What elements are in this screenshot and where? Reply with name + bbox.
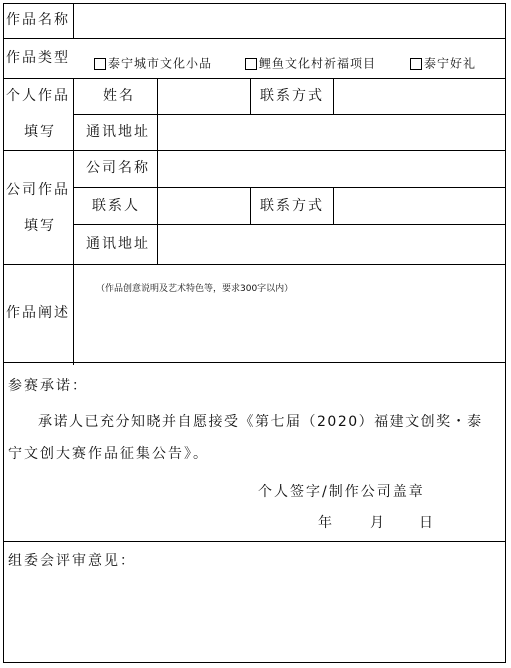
work-title-label: 作品名称 [6, 12, 70, 28]
personal-name-field[interactable] [159, 80, 248, 113]
company-section-label-2: 填写 [24, 218, 56, 234]
date-day-label: 日 [419, 515, 435, 531]
col-divider [73, 3, 74, 39]
type-option-city-culture[interactable]: 泰宁城市文化小品 [94, 56, 212, 71]
work-type-label: 作品类型 [6, 50, 70, 66]
type-option-taining-gift[interactable]: 泰宁好礼 [410, 56, 476, 71]
company-address-label: 通讯地址 [86, 236, 150, 252]
description-hint: （作品创意说明及艺术特色等，要求300字以内） [96, 284, 294, 294]
row-divider [3, 78, 506, 79]
row-divider [73, 114, 506, 115]
row-divider [3, 38, 506, 39]
checkbox-icon[interactable] [410, 58, 422, 70]
company-name-field[interactable] [159, 152, 503, 186]
personal-name-label: 姓名 [103, 88, 135, 104]
description-label: 作品阐述 [6, 305, 70, 321]
committee-opinion-field[interactable] [5, 575, 503, 660]
col-divider [157, 78, 158, 265]
type-option-carp-village[interactable]: 鲤鱼文化村祈福项目 [245, 56, 376, 71]
personal-contact-field[interactable] [335, 80, 503, 113]
personal-contact-label: 联系方式 [260, 88, 324, 104]
form-border-bottom [3, 662, 506, 663]
commitment-text-line2: 宁文创大赛作品征集公告》。 [8, 446, 209, 462]
checkbox-icon[interactable] [245, 58, 257, 70]
personal-address-label: 通讯地址 [86, 124, 150, 140]
company-contact-field[interactable] [335, 189, 503, 223]
col-divider [333, 78, 334, 115]
personal-section-label: 个人作品 [6, 88, 70, 104]
work-title-field[interactable] [75, 5, 503, 37]
row-divider [73, 224, 506, 225]
company-contact-person-label: 联系人 [92, 198, 140, 214]
col-divider [250, 78, 251, 115]
row-divider [3, 362, 506, 363]
description-field[interactable] [75, 266, 503, 361]
personal-section-label-2: 填写 [24, 124, 56, 140]
signature-label: 个人签字/制作公司盖章 [258, 484, 425, 500]
col-divider [333, 187, 334, 225]
committee-opinion-label: 组委会评审意见： [8, 553, 136, 569]
col-divider [73, 78, 74, 365]
commitment-title: 参赛承诺： [8, 378, 88, 394]
col-divider [250, 187, 251, 225]
company-contact-label: 联系方式 [260, 198, 324, 214]
company-contact-person-field[interactable] [159, 189, 248, 223]
personal-address-field[interactable] [159, 116, 503, 149]
form-border-left [3, 3, 4, 663]
company-address-field[interactable] [159, 226, 503, 263]
row-divider [73, 187, 506, 188]
date-month-label: 月 [370, 515, 386, 531]
date-year-label: 年 [318, 515, 334, 531]
row-divider [3, 541, 506, 542]
form-border-right [505, 3, 506, 663]
checkbox-icon[interactable] [94, 58, 106, 70]
company-name-label: 公司名称 [86, 160, 150, 176]
commitment-text-line1: 承诺人已充分知晓并自愿接受《第七届（2020）福建文创奖・泰 [38, 414, 483, 430]
row-divider [3, 150, 506, 151]
company-section-label: 公司作品 [6, 182, 70, 198]
form-border-top [3, 3, 506, 4]
row-divider [3, 264, 506, 265]
